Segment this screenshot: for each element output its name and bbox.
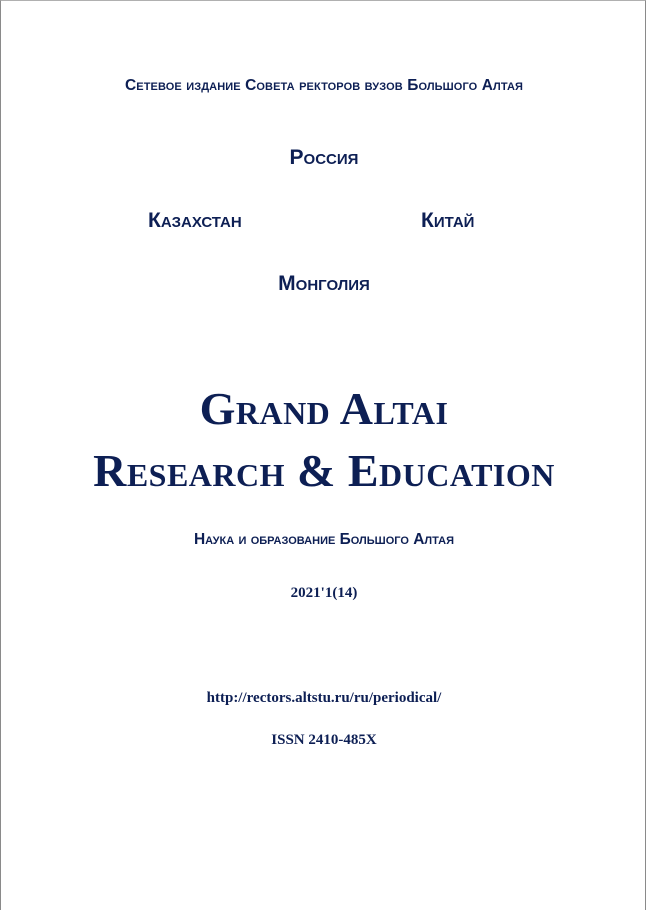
country-kazakhstan: Казахстан [148, 209, 242, 232]
journal-subtitle: Наука и образование Большого Алтая [193, 531, 455, 548]
issn-number: ISSN 2410-485X [271, 732, 377, 748]
country-china: Китай [421, 209, 475, 232]
country-russia: Россия [289, 146, 359, 169]
journal-title-line-2: Research & Education [93, 445, 555, 496]
journal-url: http://rectors.altstu.ru/ru/periodical/ [206, 690, 442, 706]
journal-title-line-1: Grand Altai [199, 383, 449, 434]
country-mongolia: Монголия [278, 272, 370, 295]
issue-number: 2021'1(14) [290, 585, 358, 601]
publisher-line: Сетевое издание Совета ректоров вузов Большого Алтая [124, 77, 523, 94]
